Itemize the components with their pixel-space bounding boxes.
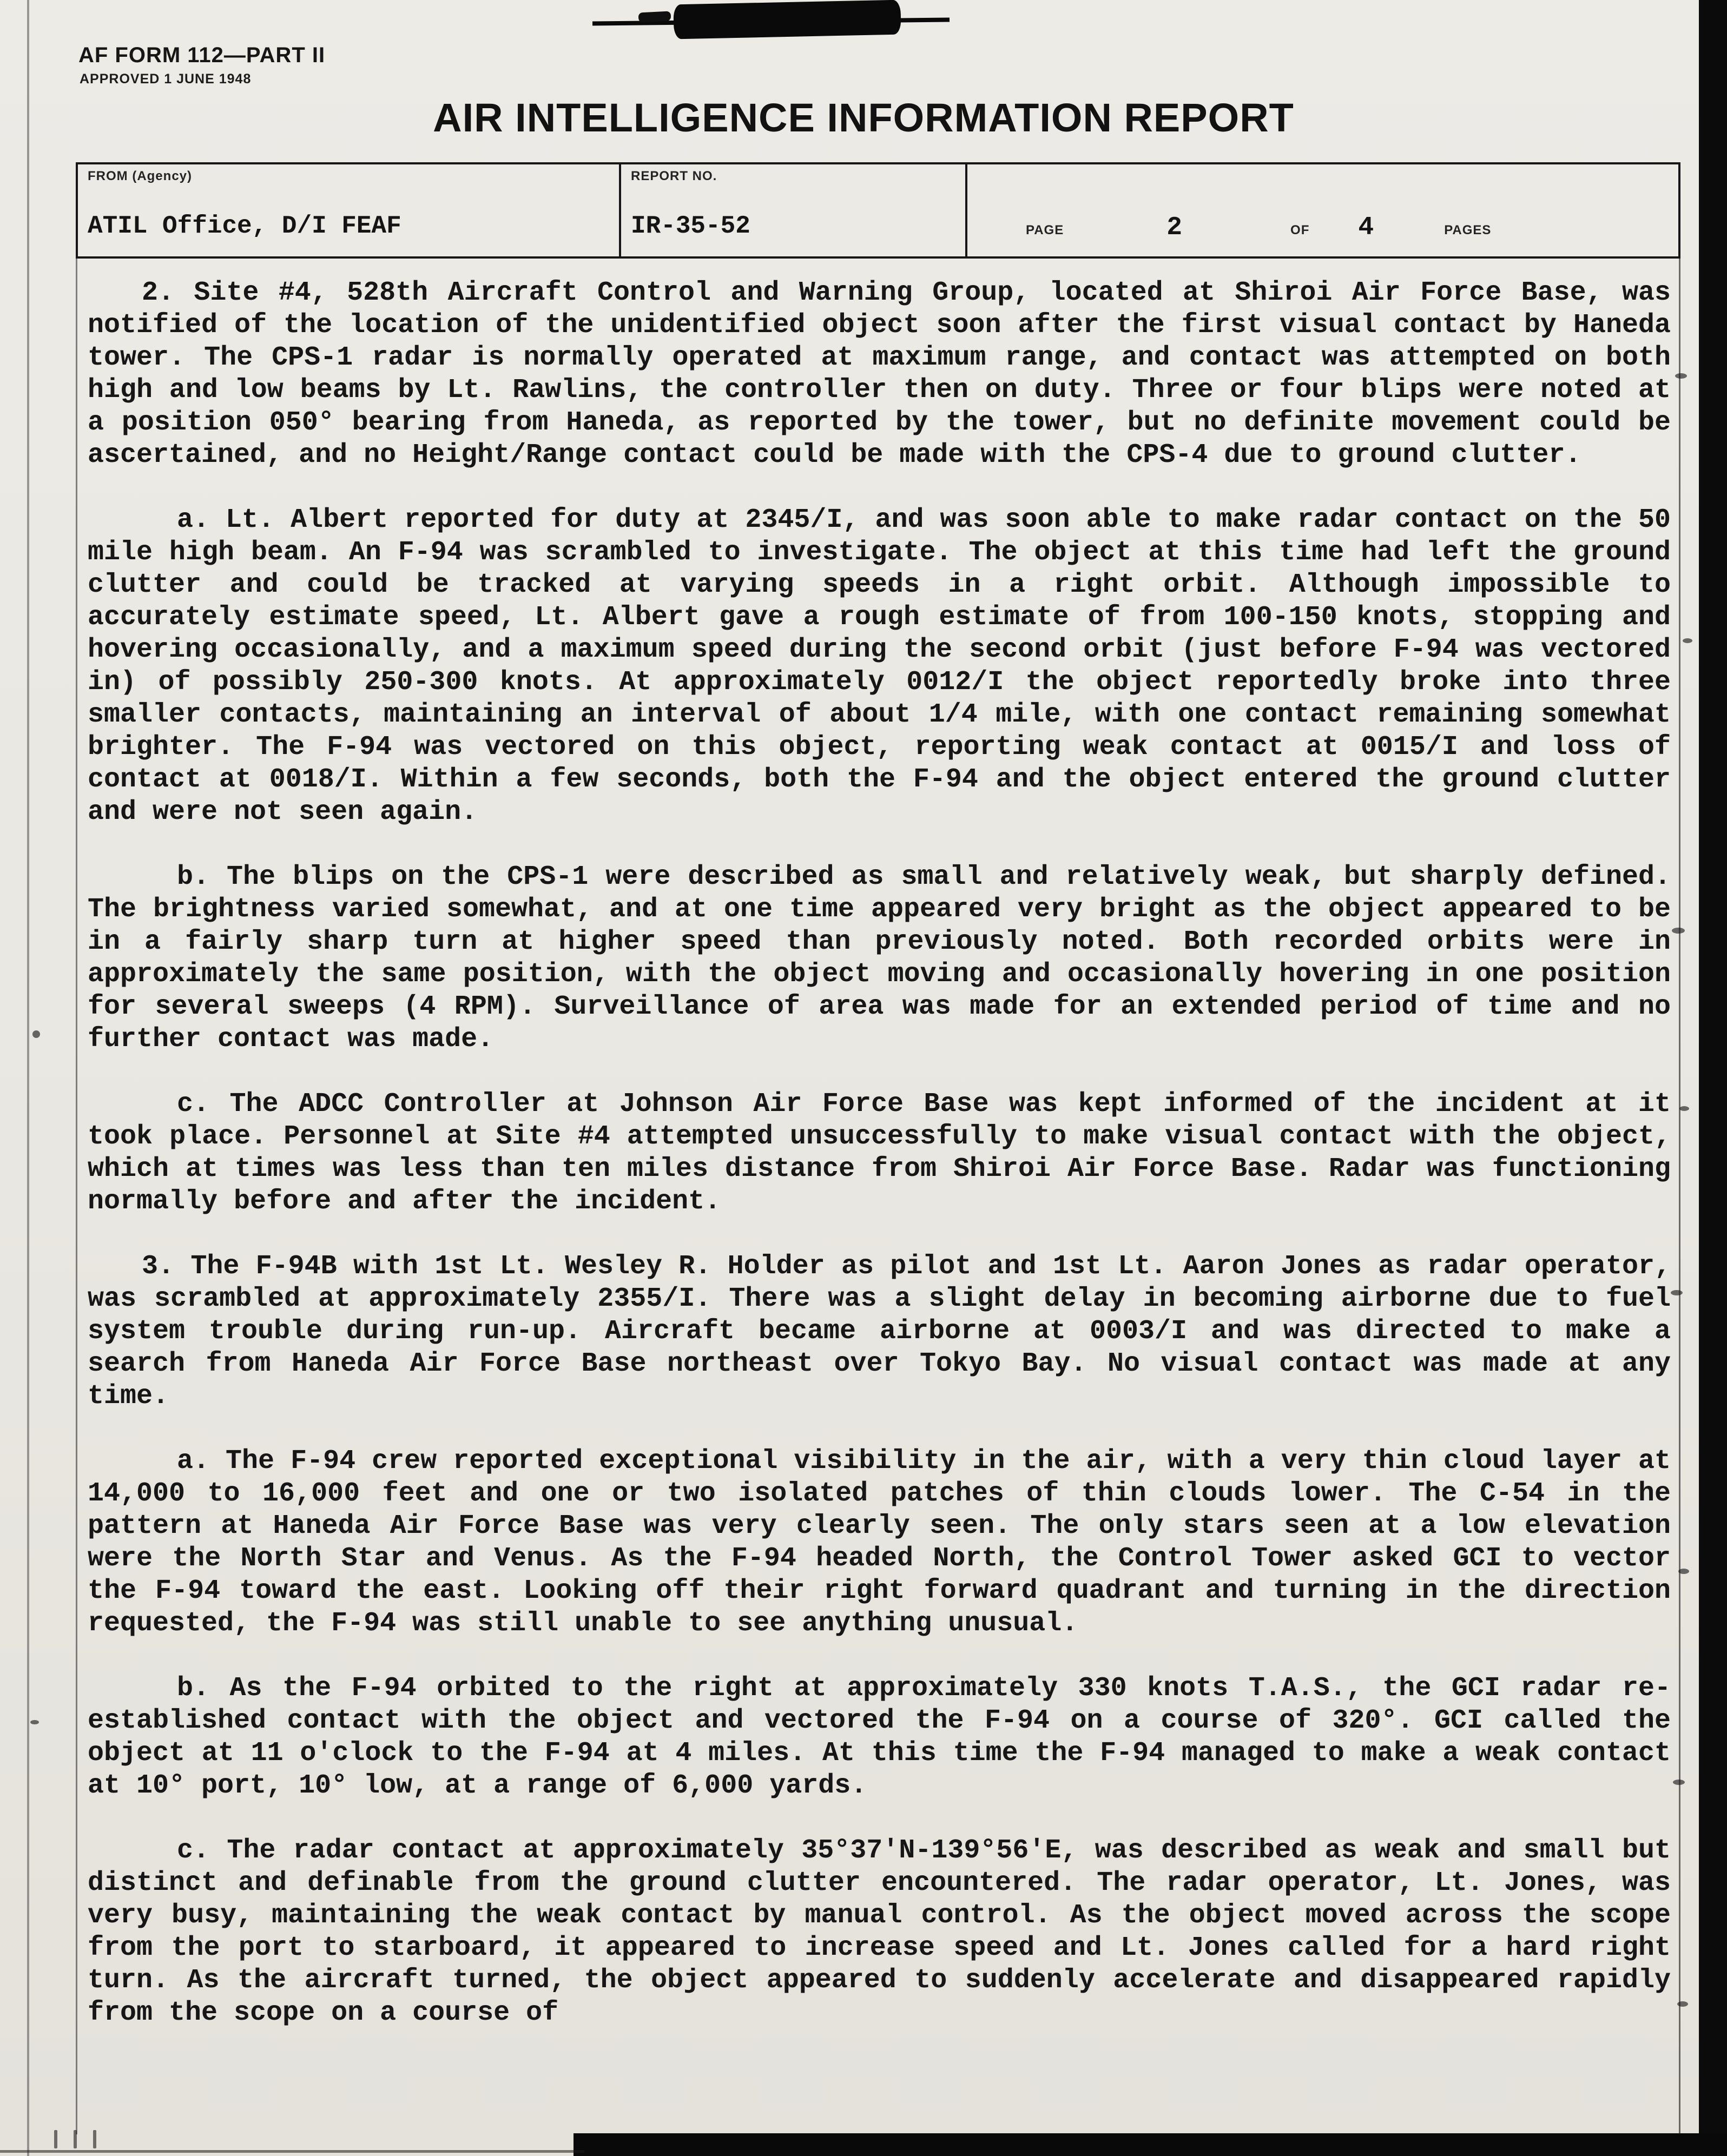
scan-left-line: [27, 0, 29, 2156]
scan-edge-right: [1699, 0, 1727, 2156]
scan-artifact: [32, 1030, 40, 1038]
scan-artifact: [1683, 638, 1692, 643]
from-cell: [78, 164, 619, 256]
report-body: [88, 277, 1671, 2062]
paragraph-3a: a. The F-94 crew reported exceptional visibility in the air, with a very thin cloud layer at 14,000 to 16,000 feet and one or two isolated patches of thin clouds lower. The C-54 in the pattern at Haneda Air Force Base was very clearly seen. The only stars seen at a low elevation were the North Star and Venus. As the F-94 headed North, the Control Tower asked GCI to vector the F-94 toward the east. Looking off their right forward quadrant and turning in the direction requested, the F-94 was still unable to see anything unusual.: [88, 1446, 1671, 1639]
paragraph-2b: b. The blips on the CPS-1 were described as small and relatively weak, but sharply defined. The brightness varied somewhat, and at one time appeared very bright as the object appeared to be in a fairly sharp turn at higher speed than previously noted. Both recorded orbits were in approximately the same position, with the object moving and occasionally hovering in one position for several sweeps (4 RPM). Surveillance of area was made for an extended period of time and no further contact was made.: [88, 862, 1671, 1055]
report-no-cell: [619, 164, 965, 256]
scan-artifact: [1679, 1106, 1689, 1111]
page-label: PAGE: [1026, 223, 1064, 237]
of-label: OF: [1290, 223, 1310, 237]
scan-edge-bottom: [574, 2133, 1727, 2156]
page-cell: [965, 164, 1678, 256]
page-row: [977, 213, 1669, 242]
pages-value: 4: [1358, 213, 1374, 242]
paragraph-2a: a. Lt. Albert reported for duty at 2345/I, and was soon able to make radar contact on the 50 mile high beam. An F-94 was scrambled to investigate. The object at this time had left the ground clutter and could be tracked at varying speeds in a right orbit. Although impossible to accurately estimate speed, Lt. Albert gave a rough estimate of from 100-150 knots, stopping and hovering occasionally, and a maximum speed during the second orbit (just before F-94 was vectored in) of possibly 250-300 knots. At approximately 0012/I the object reportedly broke into three smaller contacts, maintaining an interval of about 1/4 mile, with one contact remaining somewhat brighter. The F-94 was vectored on this object, reporting weak contact at 0015/I and loss of contact at 0018/I. Within a few seconds, both the F-94 and the object entered the ground clutter and were not seen again.: [88, 505, 1671, 828]
report-no-label: REPORT NO.: [631, 169, 717, 183]
page-value: 2: [1166, 213, 1183, 242]
paragraph-2: 2. Site #4, 528th Aircraft Control and Warning Group, located at Shiroi Air Force Base, was notified of the location of the unidentified object soon after the first visual contact by Haneda tower. The CPS-1 radar is normally operated at maximum range, and contact was attempted on both high and low beams by Lt. Rawlins, the controller then on duty. Three or four blips were noted at a position 050° bearing from Haneda, as reported by the tower, but no definite movement could be ascertained, and no Height/Range contact could be made with the CPS-4 due to ground clutter.: [88, 277, 1671, 471]
pages-label: PAGES: [1444, 223, 1492, 237]
report-no-value: IR-35-52: [631, 212, 750, 240]
scan-artifact: [30, 1720, 39, 1724]
from-label: FROM (Agency): [88, 169, 192, 183]
from-value: ATIL Office, D/I FEAF: [88, 212, 401, 240]
paragraph-2c: c. The ADCC Controller at Johnson Air Force Base was kept informed of the incident at it took place. Personnel at Site #4 attempted unsuccessfully to make visual contact with the object, which at times was less than ten miles distance from Shiroi Air Force Base. Radar was functioning normally before and after the incident.: [88, 1089, 1671, 1217]
report-title: AIR INTELLIGENCE INFORMATION REPORT: [433, 95, 1294, 140]
pencil-mark: [54, 2130, 57, 2148]
paragraph-3b: b. As the F-94 orbited to the right at approximately 330 knots T.A.S., the GCI radar re-established contact with the object and vectored the F-94 on a course of 320°. GCI called the object at 11 o'clock to the F-94 at 4 miles. At this time the F-94 managed to make a weak contact at 10° port, 10° low, at a range of 6,000 yards.: [88, 1673, 1671, 1801]
form-approved-date: APPROVED 1 JUNE 1948: [80, 71, 252, 87]
form-number: AF FORM 112—PART II: [78, 43, 326, 67]
paragraph-3: 3. The F-94B with 1st Lt. Wesley R. Holder as pilot and 1st Lt. Aaron Jones as radar operator, was scrambled at approximately 2355/I. There was a slight delay in becoming airborne due to fuel system trouble during run-up. Aircraft became airborne at 0003/I and was directed to make a search from Haneda Air Force Base northeast over Tokyo Bay. No visual contact was made at any time.: [88, 1251, 1671, 1412]
header-table: [76, 162, 1680, 259]
scan-edge-bottom-line: [0, 2150, 584, 2153]
ink-stamp-blob: [638, 11, 671, 22]
paragraph-3c: c. The radar contact at approximately 35°37'N-139°56'E, was described as weak and small but distinct and definable from the ground clutter encountered. The radar operator, Lt. Jones, was very busy, maintaining the weak contact by manual control. As the object moved across the scope from the port to starboard, it appeared to increase speed and Lt. Jones called for a hard right turn. As the aircraft turned, the object appeared to suddenly accelerate and disappeared rapidly from the scope on a course of: [88, 1835, 1671, 2028]
